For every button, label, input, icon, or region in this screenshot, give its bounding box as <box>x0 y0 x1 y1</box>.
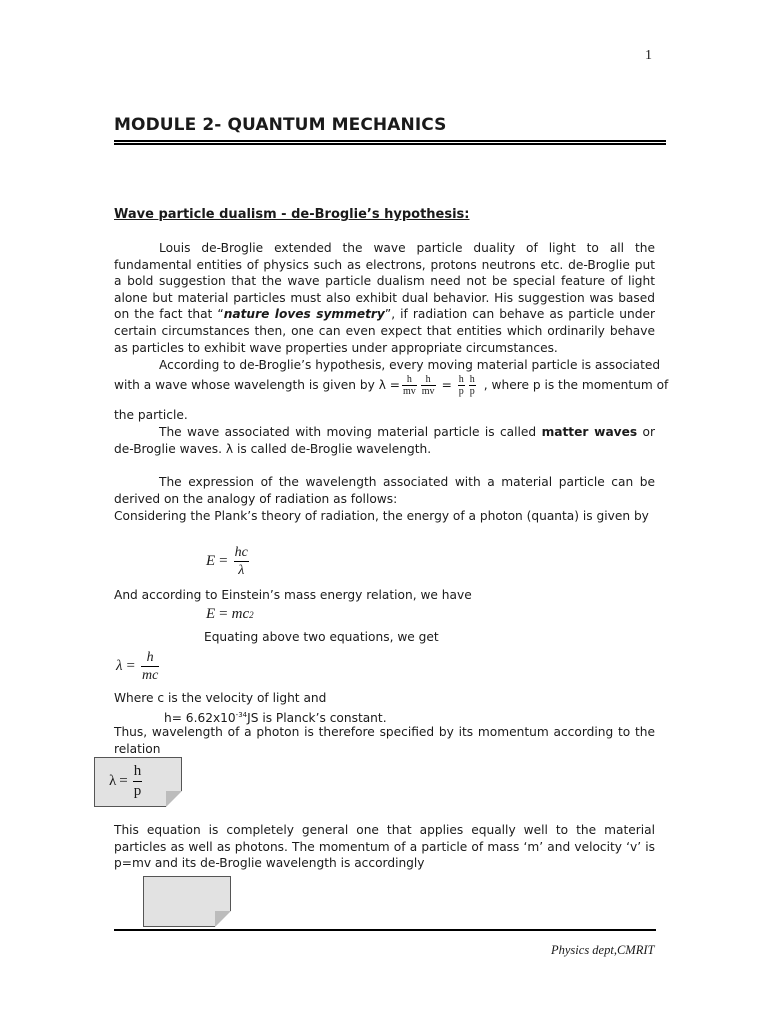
section-heading: Wave particle dualism - de-Broglie’s hypothesis: <box>114 207 470 222</box>
para1-emphasis: nature loves symmetry <box>223 307 385 322</box>
paragraph-matter-waves: The wave associated with moving material particle is called matter waves or de-Broglie waves. λ is called de-Broglie wavelength. <box>114 425 656 456</box>
paragraph-hypothesis-line1: According to de-Broglie’s hypothesis, every moving material particle is associated <box>159 358 661 372</box>
paragraph-general-equation: This equation is completely general one that applies equally well to the material particles as well as photons. The momentum of a particle of mass ‘m’ and velocity ‘v’ is p=mv and its de-Broglie wavelength is accordingly <box>114 823 655 871</box>
paragraph-hypothesis-formula-line <box>114 374 669 397</box>
footer-rule <box>114 929 656 931</box>
equation-photon-energy: E = $\frac{hc}{\lambda}$ <box>206 545 248 578</box>
para2-suffix: , where p is the momentum of <box>483 378 669 393</box>
para1-text-start: Louis de-Broglie extended the wave particle duality of light to all the fundamental entities of physics such as electrons, protons neutrons etc. de-Broglie put a bold suggestion that the wave particle dualism need not be special feature of light alone but material particles must also exhibit dual behavior. His suggestion was based on the fact that “ <box>114 241 655 322</box>
paragraph-hypothesis-end: the particle. <box>114 408 188 422</box>
title-double-rule <box>114 140 666 145</box>
boxed-equation-lambda-h-over-p <box>94 757 182 807</box>
fraction-h-over-p-1: $\frac{h}{p}$ <box>458 374 464 397</box>
boxed-formula: λ = $\frac{h}{p}$ <box>109 763 142 799</box>
paragraph-equating: Equating above two equations, we get <box>204 630 439 644</box>
planck-constant-line: $h= 6.62x10^{-34}JS$ is Planck’s constant. <box>164 711 387 726</box>
page-fold-corner <box>215 911 231 927</box>
paragraph-derivation-intro: The expression of the wavelength associated with a material particle can be derived on the analogy of radiation as follows: <box>114 475 655 506</box>
paragraph-plank-theory: Considering the Plank’s theory of radiation, the energy of a photon (quanta) is given by <box>114 509 649 523</box>
paragraph-velocity-of-light: Where c is the velocity of light and <box>114 691 327 705</box>
paragraph-introduction <box>114 240 655 356</box>
module-title: MODULE 2- QUANTUM MECHANICS <box>114 115 447 135</box>
page-fold-corner <box>166 791 182 807</box>
para1-text-end: ”, if radiation can behave as particle under certain circumstances then, one can even expect that entities which ordinarily behave as particles to exhibit wave properties under appropriate circumstances. <box>114 307 656 355</box>
fraction-h-over-p-2: $\frac{h}{p}$ <box>469 374 475 397</box>
paragraph-photon-momentum: Thus, wavelength of a photon is therefore specified by its momentum according to the relation <box>114 725 655 756</box>
equals-sign: = <box>441 378 452 393</box>
empty-equation-box <box>143 876 231 927</box>
fraction-h-over-mv-1: $\frac{h}{mv}$ <box>403 374 416 397</box>
equation-mass-energy: E = mc 2 <box>206 606 254 622</box>
paragraph-einstein: And according to Einstein’s mass energy relation, we have <box>114 588 472 602</box>
matter-waves-bold: matter waves <box>541 425 638 439</box>
equation-photon-wavelength: λ = $\frac{h}{mc}$ <box>116 650 159 683</box>
para2-prefix: with a wave whose wavelength is given by λ = <box>114 378 400 393</box>
fraction-h-over-mv-2: $\frac{h}{mv}$ <box>421 374 435 397</box>
page-number: 1 <box>645 48 652 63</box>
footer-department: Physics dept,CMRIT <box>551 943 655 957</box>
